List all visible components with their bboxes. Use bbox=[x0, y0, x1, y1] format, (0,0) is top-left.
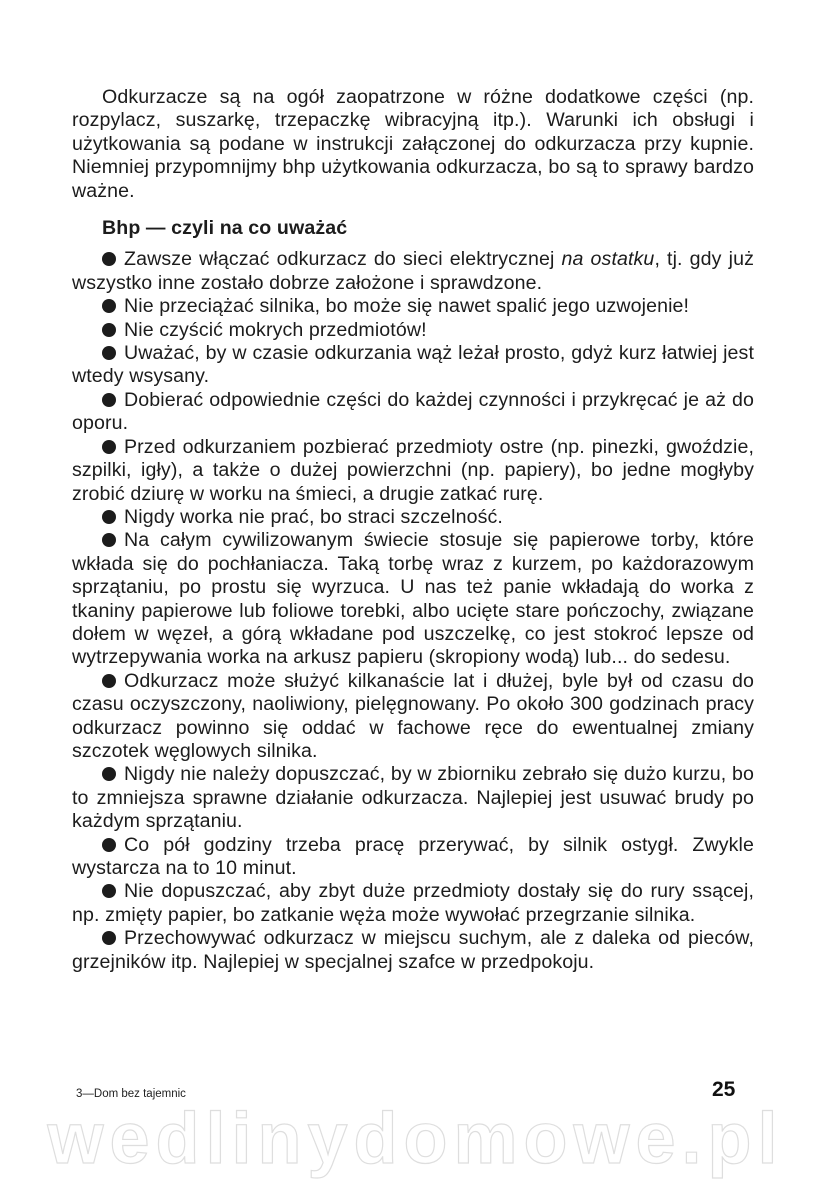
bullet-item: Co pół godziny trzeba pracę przerywać, by silnik ostygł. Zwykle wystarcza na to 10 minut. bbox=[72, 833, 754, 879]
footer-label: 3—Dom bez tajemnic bbox=[76, 1088, 186, 1100]
bullet-item: Na całym cywilizowanym świecie stosuje się papierowe torby, które wkłada się do pochłaniacza. Taką torbę wraz z kurzem, po każdorazowym sprzątaniu, po prostu się wyrzuca. U nas też panie wkładają do worka z tkaniny papierowe lub foliowe torebki, albo ucięte stare pończochy, związane dołem w węzeł, a górą wkładane pod uszczelkę, co jest stokroć lepsze od wytrzepywania worka na arkusz papieru (skropiony wodą) lub... do sedesu. bbox=[72, 529, 754, 669]
bullet-item: Nie czyścić mokrych przedmiotów! bbox=[72, 319, 754, 342]
bullet-dot-icon bbox=[102, 393, 116, 407]
bullet-item: Przed odkurzaniem pozbierać przedmioty ostre (np. pinezki, gwoździe, szpilki, igły), a także o dużej powierzchni (np. papiery), bo jedne mogłyby zrobić dziurę w worku na śmieci, a drugie zatkać rurę. bbox=[72, 435, 754, 505]
bullet-item: Zawsze włączać odkurzacz do sieci elektrycznej na ostatku, tj. gdy już wszystko inne zostało dobrze założone i sprawdzone. bbox=[72, 248, 754, 294]
bullet-dot-icon bbox=[102, 533, 116, 547]
section-heading: Bhp — czyli na co uważać bbox=[102, 217, 348, 240]
bullet-dot-icon bbox=[102, 252, 116, 266]
bullet-dot-icon bbox=[102, 323, 116, 337]
bullet-dot-icon bbox=[102, 767, 116, 781]
bullet-dot-icon bbox=[102, 299, 116, 313]
bullet-dot-icon bbox=[102, 346, 116, 360]
bullet-dot-icon bbox=[102, 884, 116, 898]
bullet-dot-icon bbox=[102, 440, 116, 454]
bullet-dot-icon bbox=[102, 674, 116, 688]
bullet-dot-icon bbox=[102, 838, 116, 852]
bullet-item: Nie dopuszczać, aby zbyt duże przedmioty dostały się do rury ssącej, np. zmięty papier, bo zatkanie węża może wywołać przegrzanie silnika. bbox=[72, 880, 754, 926]
bullet-item: Nigdy worka nie prać, bo straci szczelność. bbox=[72, 506, 754, 529]
bullet-item: Nigdy nie należy dopuszczać, by w zbiorniku zebrało się dużo kurzu, bo to zmniejsza sprawne działanie odkurzacza. Najlepiej jest usuwać brudy po każdym sprzątaniu. bbox=[72, 763, 754, 833]
bullet-item: Odkurzacz może służyć kilkanaście lat i dłużej, byle był od czasu do czasu oczyszczony, naoliwiony, pielęgnowany. Po około 300 godzinach pracy odkurzacz powinno się oddać w fachowe ręce do ewentualnej zmiany szczotek węglowych silnika. bbox=[72, 669, 754, 762]
bullet-item: Uważać, by w czasie odkurzania wąż leżał prosto, gdyż kurz łatwiej jest wtedy wsysany. bbox=[72, 342, 754, 388]
intro-paragraph: Odkurzacze są na ogół zaopatrzone w różne dodatkowe części (np. rozpylacz, suszarkę, trzepaczkę wibracyjną itp.). Warunki ich obsługi i użytkowania są podane w instrukcji załączonej do odkurzacza przy kupnie. Niemniej przypomnijmy bhp użytkowania odkurzacza, bo są to sprawy bardzo ważne. bbox=[72, 86, 754, 202]
watermark: wedlinydomowe.pl bbox=[47, 1099, 784, 1179]
bullet-dot-icon bbox=[102, 510, 116, 524]
body-text bbox=[72, 86, 754, 974]
bullet-dot-icon bbox=[102, 931, 116, 945]
bullet-item: Przechowywać odkurzacz w miejscu suchym, ale z daleka od pieców, grzejników itp. Najlepiej w specjalnej szafce w przedpokoju. bbox=[72, 927, 754, 973]
emphasis-text: na ostatku bbox=[561, 248, 655, 271]
bullet-item: Dobierać odpowiednie części do każdej czynności i przykręcać je aż do oporu. bbox=[72, 388, 754, 435]
page-number: 25 bbox=[712, 1078, 736, 1101]
bullet-item: Nie przeciążać silnika, bo może się nawet spalić jego uzwojenie! bbox=[72, 295, 754, 318]
